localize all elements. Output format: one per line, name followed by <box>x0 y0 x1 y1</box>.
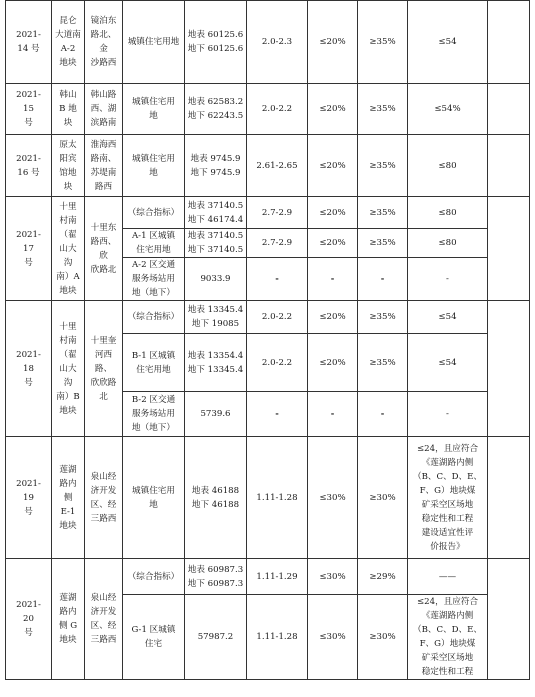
parcel-name-line: 村南 <box>59 335 77 346</box>
land-parcel-table <box>5 0 530 680</box>
building-density: ≤30% <box>308 559 358 595</box>
land-area-line: 地表 13345.4 <box>187 305 244 315</box>
land-use-line: 服务场站用 <box>132 409 175 419</box>
parcel-location-line: 淮海西 <box>90 139 117 150</box>
parcel-name-line: （翟 <box>59 349 77 360</box>
land-area <box>185 595 247 680</box>
parcel-number-line: 2021- <box>16 229 41 240</box>
land-area-line: 地表 62583.2 <box>187 97 244 107</box>
parcel-number <box>6 301 52 437</box>
building-height-line: ≤80 <box>438 207 457 218</box>
plot-ratio: - <box>247 258 308 301</box>
parcel-name <box>52 1 85 84</box>
parcel-number-line: 号 <box>24 628 33 638</box>
parcel-name-line: 地块 <box>59 58 77 68</box>
land-use-line: A-2 区交通 <box>131 260 176 270</box>
land-use-line: G-1 区城镇 <box>131 625 176 635</box>
parcel-location-line: 泉山经 <box>90 471 117 482</box>
land-area-line: 9033.9 <box>200 274 231 284</box>
building-height <box>408 135 488 197</box>
parcel-name-line: 南）A <box>56 271 80 282</box>
land-area-line: 地表 9745.9 <box>190 153 241 164</box>
land-area <box>185 135 247 197</box>
table-row <box>6 84 530 135</box>
building-density: ≤20% <box>308 84 358 135</box>
parcel-location-line: 滨路南 <box>90 118 117 128</box>
land-use-line: （综合指标） <box>127 571 180 582</box>
parcel-name <box>52 559 85 680</box>
parcel-location-line: 济开发 <box>90 485 117 496</box>
parcel-name-line: 山大 <box>59 363 77 374</box>
building-height <box>408 84 488 135</box>
parcel-location-line: 十里奎 <box>90 335 117 346</box>
plot-ratio: 1.11-1.28 <box>247 437 308 559</box>
parcel-name <box>52 301 85 437</box>
table-row <box>6 197 530 229</box>
land-use-line: 地 <box>149 111 158 121</box>
green-ratio: ≥35% <box>358 301 408 334</box>
building-height-line: - <box>446 409 449 419</box>
land-use <box>123 229 185 258</box>
building-height-line: F、G）地块煤 <box>419 485 476 496</box>
parcel-location-line: 十里东 <box>90 222 117 233</box>
building-height-line: （B、C、D、E、 <box>412 625 483 635</box>
land-use-line: 城镇住宅用 <box>132 97 175 107</box>
land-use-line: 住宅 <box>144 639 163 649</box>
plot-ratio: 2.0-2.2 <box>247 301 308 334</box>
building-height-line: ≤54% <box>434 104 461 114</box>
parcel-name-line: 村南 <box>59 215 77 226</box>
green-ratio: ≥30% <box>358 437 408 559</box>
land-area-line: 地下 19085 <box>191 319 240 329</box>
land-use-line: A-1 区城镇 <box>131 231 176 241</box>
parcel-name-line: 块 <box>63 118 73 128</box>
parcel-location <box>85 1 123 84</box>
building-height-line: ≤80 <box>438 238 457 248</box>
building-height-line: ≤80 <box>438 160 457 171</box>
land-area <box>185 301 247 334</box>
green-ratio: ≥30% <box>358 595 408 680</box>
parcel-location <box>85 197 123 301</box>
parcel-name-line: 山大 <box>59 243 77 254</box>
green-ratio: ≥35% <box>358 334 408 392</box>
parcel-name-line: 侧 <box>63 492 73 503</box>
table-row <box>6 301 530 334</box>
land-use-line: 住宅用地 <box>136 245 171 255</box>
parcel-number-line: 15 <box>23 104 34 114</box>
building-height-line: —— <box>438 571 457 582</box>
parcel-location-line: 路北、金 <box>90 30 117 54</box>
land-area <box>185 334 247 392</box>
land-area-line: 地表 37140.5 <box>187 200 244 211</box>
parcel-number-line: 20 <box>23 614 34 624</box>
parcel-name-line: B 地 <box>59 104 77 114</box>
parcel-location-line: 河西路、 <box>94 349 113 374</box>
building-height <box>408 392 488 437</box>
land-use-line: （综合指标） <box>127 312 180 322</box>
parcel-number-line: 2021- <box>16 153 41 164</box>
building-density: ≤20% <box>308 135 358 197</box>
parcel-name-line: 原太 <box>59 139 77 150</box>
parcel-location-line: 西、湖 <box>90 104 117 114</box>
building-height-line: 建设适宜性评 <box>421 527 474 538</box>
parcel-location-line: 欣路北 <box>90 264 117 275</box>
land-use <box>123 392 185 437</box>
green-ratio: ≥29% <box>358 559 408 595</box>
building-height <box>408 197 488 229</box>
parcel-name-line: 阳宾 <box>59 153 77 164</box>
building-height <box>408 559 488 595</box>
parcel-name <box>52 437 85 559</box>
land-area-line: 地下 9745.9 <box>190 167 241 178</box>
parcel-location-line: 三路西 <box>90 635 117 645</box>
land-area <box>185 392 247 437</box>
building-height-line: F、G）地块煤 <box>419 639 476 649</box>
green-ratio: ≥35% <box>358 135 408 197</box>
parcel-name-line: 十里 <box>59 201 77 212</box>
table-row <box>6 1 530 84</box>
land-area-line: 地下 60987.3 <box>187 578 244 589</box>
parcel-location-line: 泉山经 <box>90 593 117 603</box>
empty-cell <box>488 84 530 135</box>
parcel-location-line: 韩山路 <box>90 90 117 100</box>
building-height-line: ≤54 <box>438 357 457 368</box>
parcel-location-line: 路南、 <box>90 153 117 164</box>
building-density: ≤20% <box>308 197 358 229</box>
land-use-line: 城镇住宅用地 <box>127 37 180 47</box>
parcel-location <box>85 84 123 135</box>
parcel-name-line: 路内 <box>59 478 77 489</box>
land-area-line: 地下 13345.4 <box>187 364 244 375</box>
parcel-location <box>85 301 123 437</box>
building-height-line: 《莲湖路内侧 <box>421 457 474 468</box>
plot-ratio: - <box>247 392 308 437</box>
parcel-location-line: 欣欣路北 <box>90 377 117 402</box>
land-use-line: B-2 区交通 <box>131 395 176 405</box>
parcel-number-line: 19 <box>23 492 34 503</box>
parcel-name-line: 地块 <box>59 520 77 531</box>
building-density: - <box>308 392 358 437</box>
building-height-line: 稳定性和工程 <box>421 513 474 524</box>
parcel-location-line: 区、经 <box>90 499 117 510</box>
building-height-line: ≤54 <box>438 37 457 47</box>
building-height <box>408 595 488 680</box>
land-use-line: 地 <box>149 167 158 178</box>
building-height <box>408 1 488 84</box>
parcel-name-line: 路内 <box>59 607 77 617</box>
building-density: ≤20% <box>308 334 358 392</box>
table-row <box>6 437 530 559</box>
land-area-line: 地表 46188 <box>191 485 240 496</box>
building-height-line: 矿采空区场地 <box>421 653 474 663</box>
parcel-location-line: 济开发 <box>90 607 117 617</box>
building-height-line: - <box>446 274 449 284</box>
parcel-number <box>6 437 52 559</box>
green-ratio: ≥35% <box>358 1 408 84</box>
parcel-number <box>6 1 52 84</box>
parcel-location-line: 沙路西 <box>90 58 117 68</box>
parcel-number-line: 号 <box>24 506 33 517</box>
building-height-line: 矿采空区场地 <box>421 499 474 510</box>
land-use-line: 住宅用地 <box>136 364 171 375</box>
plot-ratio: 2.61-2.65 <box>247 135 308 197</box>
parcel-name-line: 莲湖 <box>59 593 77 603</box>
parcel-name <box>52 135 85 197</box>
parcel-name-line: 十里 <box>59 321 77 332</box>
parcel-number-line: 2021- <box>16 30 41 40</box>
green-ratio: - <box>358 392 408 437</box>
land-area <box>185 229 247 258</box>
land-area-line: 5739.6 <box>200 409 231 419</box>
parcel-name <box>52 84 85 135</box>
land-use-line: 服务场站用 <box>132 274 175 284</box>
parcel-number-line: 2021- <box>16 349 41 360</box>
parcel-name-line: 韩山 <box>59 90 77 100</box>
parcel-location-line: 镜泊东 <box>90 16 117 26</box>
parcel-number <box>6 135 52 197</box>
parcel-name-line: 馆地 <box>59 167 77 178</box>
land-area-line: 地下 60125.6 <box>187 44 244 54</box>
parcel-number-line: 2021- <box>16 478 41 489</box>
land-area-line: 57987.2 <box>197 632 234 642</box>
parcel-location <box>85 135 123 197</box>
building-density: ≤30% <box>308 595 358 680</box>
building-height-line: ≤24，且应符合 <box>416 597 479 607</box>
parcel-number-line: 14 号 <box>17 44 40 54</box>
parcel-number-line: 16 号 <box>17 167 40 178</box>
parcel-number-line: 号 <box>24 118 33 128</box>
land-use <box>123 595 185 680</box>
land-area <box>185 559 247 595</box>
building-height <box>408 301 488 334</box>
parcel-number <box>6 84 52 135</box>
parcel-location-line: 苏堤南 <box>90 167 117 178</box>
land-use <box>123 559 185 595</box>
green-ratio: - <box>358 258 408 301</box>
building-density: ≤20% <box>308 229 358 258</box>
land-use-line: 地 <box>149 499 158 510</box>
land-area-line: 地表 37140.5 <box>187 231 244 241</box>
plot-ratio: 2.7-2.9 <box>247 229 308 258</box>
parcel-name-line: E-1 <box>60 506 76 517</box>
parcel-name-line: 沟 <box>63 257 73 268</box>
green-ratio: ≥35% <box>358 229 408 258</box>
land-use <box>123 437 185 559</box>
parcel-name-line: 块 <box>63 181 73 192</box>
land-use <box>123 301 185 334</box>
parcel-number-line: 2021- <box>16 600 41 610</box>
land-area-line: 地下 37140.5 <box>187 245 244 255</box>
green-ratio: ≥35% <box>358 197 408 229</box>
parcel-name-line: 莲湖 <box>59 464 77 475</box>
empty-cell <box>488 1 530 84</box>
parcel-number-line: 号 <box>24 257 33 268</box>
land-use <box>123 197 185 229</box>
land-area <box>185 1 247 84</box>
parcel-number-line: 17 <box>23 243 34 254</box>
land-use-line: 城镇住宅用 <box>132 485 175 496</box>
land-use-line: 地（地下） <box>132 288 175 298</box>
land-use <box>123 258 185 301</box>
parcel-number-line: 2021- <box>16 90 41 100</box>
table-row <box>6 135 530 197</box>
empty-cell <box>488 301 530 437</box>
plot-ratio: 1.11-1.29 <box>247 559 308 595</box>
parcel-name-line: 昆仑 <box>59 16 77 26</box>
land-area <box>185 437 247 559</box>
land-area-line: 地下 46188 <box>191 499 240 510</box>
land-area <box>185 258 247 301</box>
land-use-line: 地（地下） <box>132 423 175 433</box>
parcel-location-line: 三路西 <box>90 513 117 524</box>
building-density: ≤20% <box>308 301 358 334</box>
parcel-number-line: 18 <box>23 363 34 374</box>
building-height <box>408 258 488 301</box>
parcel-location-line: 路西 <box>94 181 113 192</box>
land-area-line: 地下 46174.4 <box>187 214 244 225</box>
plot-ratio: 1.11-1.28 <box>247 595 308 680</box>
land-use <box>123 135 185 197</box>
empty-cell <box>488 437 530 559</box>
building-density: ≤30% <box>308 437 358 559</box>
building-density: ≤20% <box>308 1 358 84</box>
land-use <box>123 84 185 135</box>
land-use-line: （综合指标） <box>127 207 180 218</box>
land-use <box>123 1 185 84</box>
parcel-number <box>6 197 52 301</box>
parcel-location-line: 区、经 <box>90 621 117 631</box>
building-height <box>408 437 488 559</box>
building-height-line: ≤24，且应符合 <box>416 443 479 454</box>
parcel-number-line: 号 <box>24 377 33 388</box>
land-use-line: B-1 区城镇 <box>131 350 176 361</box>
building-height <box>408 334 488 392</box>
parcel-location <box>85 437 123 559</box>
parcel-name-line: 侧 G <box>58 621 78 631</box>
building-height-line: 《莲湖路内侧 <box>421 611 474 621</box>
plot-ratio: 2.0-2.2 <box>247 334 308 392</box>
green-ratio: ≥35% <box>358 84 408 135</box>
land-area-line: 地表 60987.3 <box>187 564 244 575</box>
land-area <box>185 84 247 135</box>
parcel-location <box>85 559 123 680</box>
parcel-name-line: 大道南 <box>55 30 81 40</box>
parcel-name-line: A-2 <box>60 44 76 54</box>
plot-ratio: 2.0-2.3 <box>247 1 308 84</box>
plot-ratio: 2.7-2.9 <box>247 197 308 229</box>
empty-cell <box>488 559 530 680</box>
parcel-number <box>6 559 52 680</box>
parcel-name-line: 地块 <box>59 635 77 645</box>
parcel-name-line: 地块 <box>59 285 77 296</box>
building-height-line: 稳定性和工程 <box>421 667 474 677</box>
land-use-line: 城镇住宅用 <box>132 153 175 164</box>
building-height-line: 价报告》 <box>430 541 465 552</box>
plot-ratio: 2.0-2.2 <box>247 84 308 135</box>
land-area-line: 地表 13354.4 <box>187 350 244 361</box>
table-body <box>6 1 530 680</box>
parcel-name-line: 南）B <box>56 391 80 402</box>
parcel-name-line: 沟 <box>63 377 73 388</box>
building-density: - <box>308 258 358 301</box>
building-height-line: （B、C、D、E、 <box>412 471 483 482</box>
land-area-line: 地下 62243.5 <box>187 111 244 121</box>
building-height <box>408 229 488 258</box>
parcel-name <box>52 197 85 301</box>
parcel-name-line: （翟 <box>59 229 77 240</box>
land-area <box>185 197 247 229</box>
land-area-line: 地表 60125.6 <box>187 30 244 40</box>
parcel-location-line: 路西、欣 <box>90 236 117 261</box>
land-use <box>123 334 185 392</box>
table-row <box>6 559 530 595</box>
building-height-line: ≤54 <box>438 312 457 322</box>
parcel-name-line: 地块 <box>59 405 77 416</box>
empty-cell <box>488 197 530 301</box>
empty-cell <box>488 135 530 197</box>
